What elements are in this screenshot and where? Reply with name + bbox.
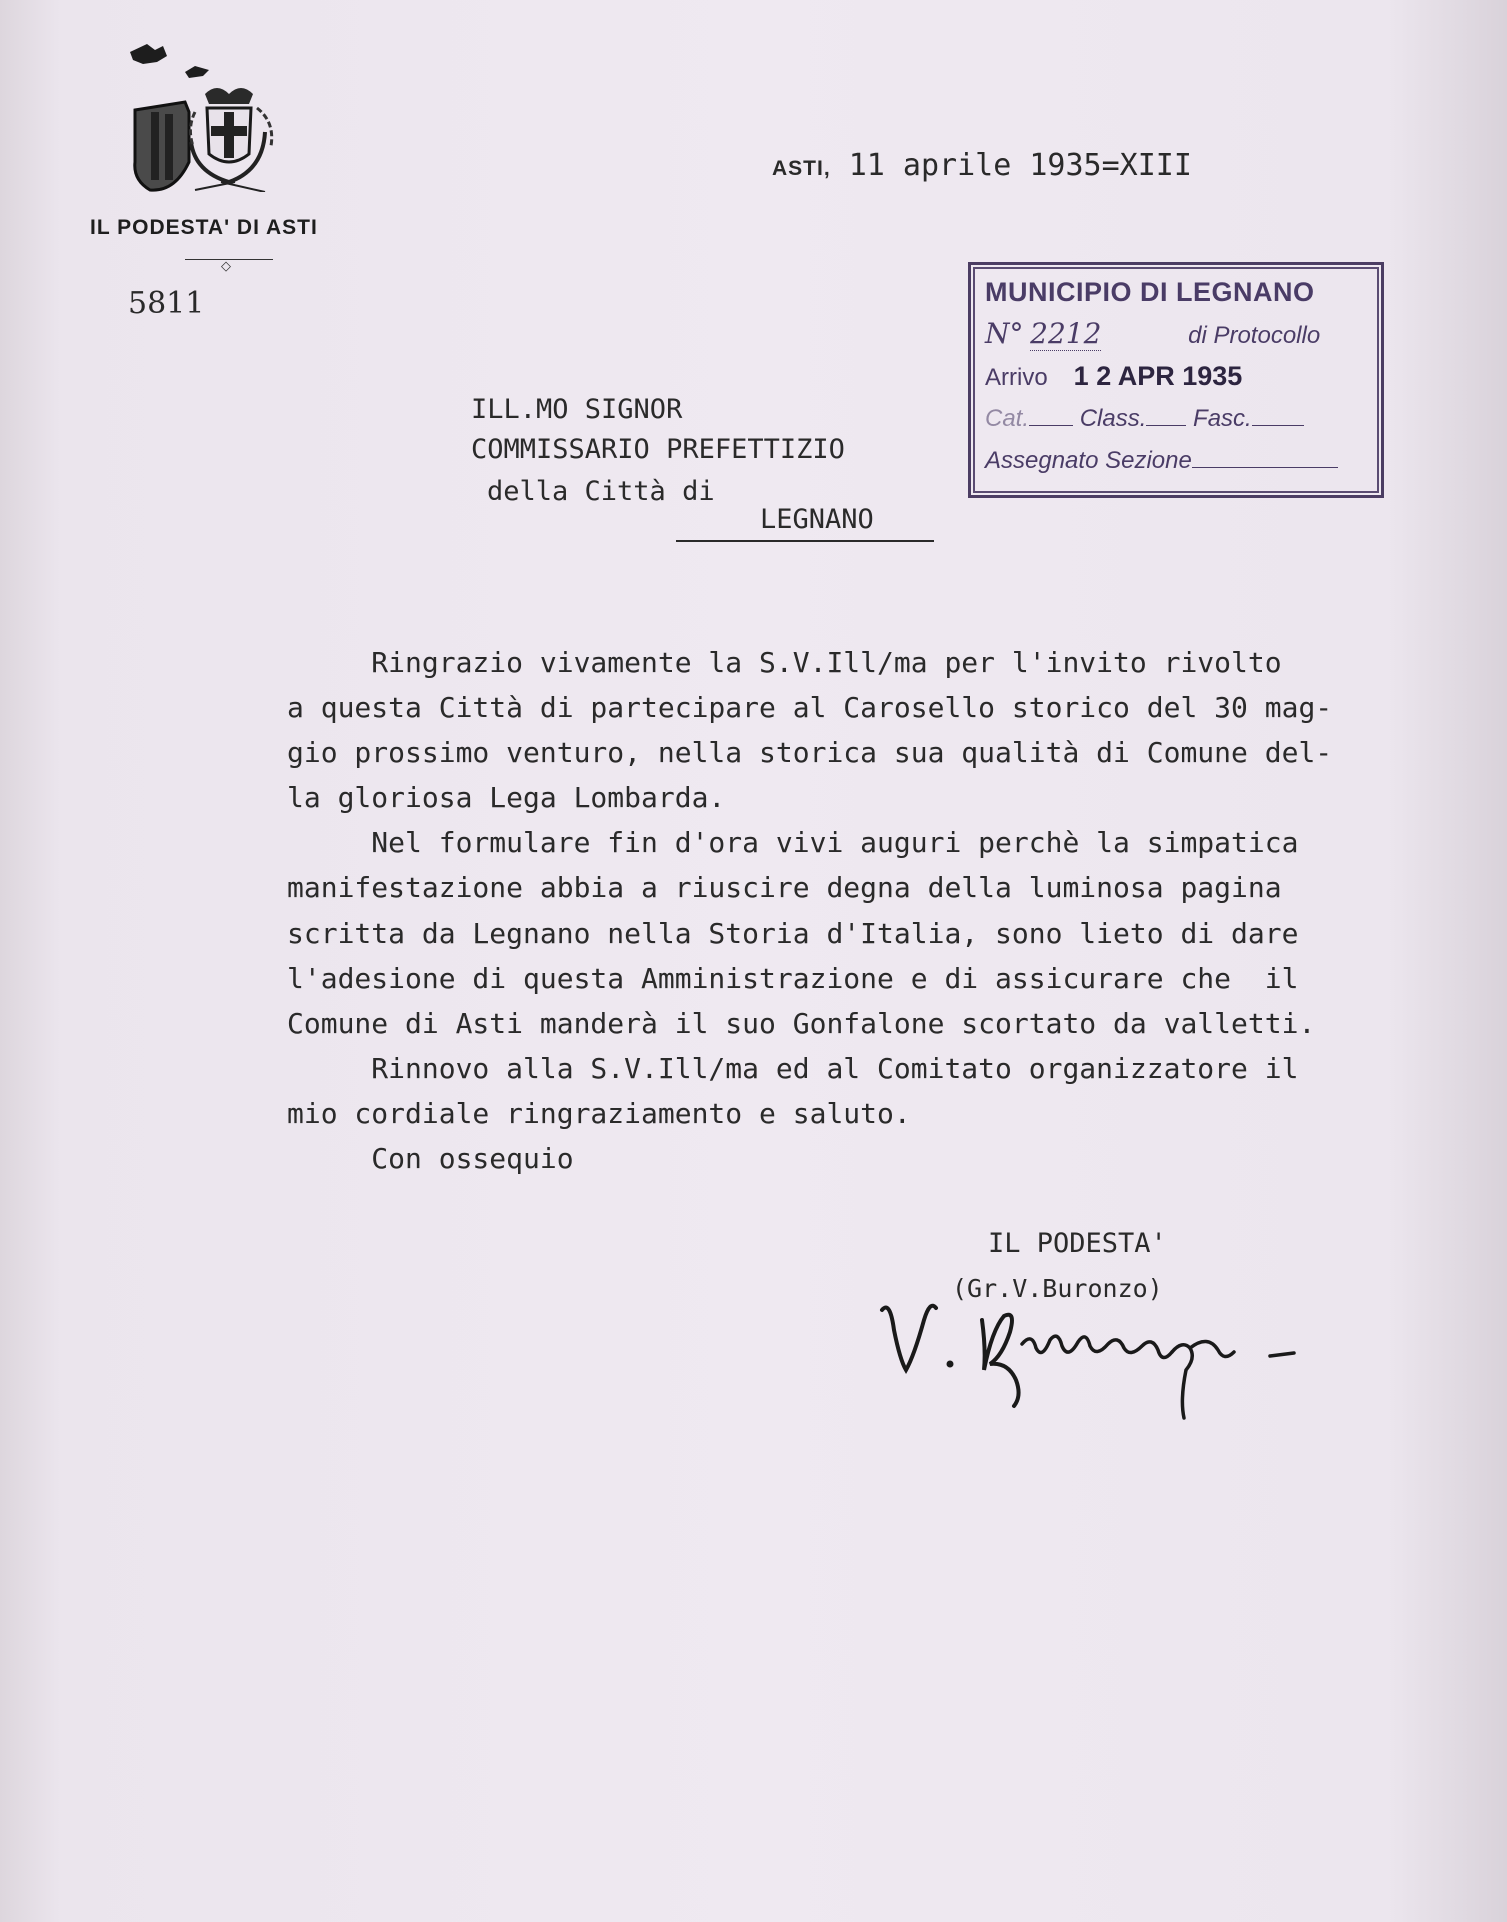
stamp-classification-row [985, 405, 1304, 433]
address-line-3: della Città di [487, 476, 715, 507]
dateline-place: ASTI, [772, 157, 831, 180]
stamp-cat-label: Cat. [985, 405, 1030, 432]
stamp-title: MUNICIPIO DI LEGNANO [985, 277, 1315, 307]
letterhead-title: IL PODESTA' DI ASTI [90, 216, 318, 239]
body-line: Nel formulare fin d'ora vivi auguri perchè la simpatica [287, 826, 1299, 860]
address-line-2: COMMISSARIO PREFETTIZIO [471, 434, 845, 465]
letter-body [287, 640, 1347, 1181]
handwritten-signature [872, 1260, 1352, 1430]
stamp-protocol-label: di Protocollo [1188, 322, 1321, 349]
asti-coat-of-arms-icon [125, 42, 325, 192]
dateline-date: 11 aprile 1935=XIII [848, 148, 1192, 183]
body-line: la gloriosa Lega Lombarda. [287, 781, 726, 815]
reference-number: 5811 [128, 286, 205, 321]
body-line: l'adesione di questa Amministrazione e di assicurare che il [287, 961, 1299, 995]
stamp-section-label: Assegnato Sezione [985, 447, 1192, 474]
signatory-name: (Gr.V.Buronzo) [952, 1274, 1163, 1303]
body-line: Rinnovo alla S.V.Ill/ma ed al Comitato organizzatore il [287, 1051, 1299, 1085]
address-line-4: LEGNANO [760, 504, 874, 535]
body-line: Ringrazio vivamente la S.V.Ill/ma per l'invito rivolto [287, 646, 1282, 679]
stamp-number-label: N° [985, 317, 1024, 350]
stamp-number-row [985, 317, 1320, 350]
body-line: mio cordiale ringraziamento e saluto. [287, 1096, 911, 1130]
body-line: Comune di Asti manderà il suo Gonfalone scortato da valletti. [287, 1006, 1316, 1040]
stamp-section-row [985, 447, 1338, 475]
dateline [772, 148, 1192, 183]
address-line-1: ILL.MO SIGNOR [471, 394, 683, 425]
body-line: Con ossequio [287, 1142, 574, 1176]
body-line: manifestazione abbia a riuscire degna della luminosa pagina [287, 871, 1282, 905]
stamp-arrival-row [985, 361, 1242, 392]
body-line: gio prossimo venturo, nella storica sua qualità di Comune del- [287, 736, 1333, 770]
stamp-number-value: 2212 [1030, 317, 1102, 350]
stamp-arrival-label: Arrivo [985, 364, 1048, 391]
address-underline [676, 540, 934, 542]
body-line: a questa Città di partecipare al Carosello storico del 30 mag- [287, 691, 1333, 725]
body-line: scritta da Legnano nella Storia d'Italia, sono lieto di dare [287, 916, 1299, 950]
signatory-title: IL PODESTA' [988, 1228, 1167, 1259]
stamp-arrival-date: 1 2 APR 1935 [1073, 361, 1243, 391]
protocol-stamp [968, 262, 1384, 498]
stamp-fasc-label: Fasc. [1193, 405, 1252, 432]
stamp-class-label: Class. [1079, 405, 1147, 432]
diamond-icon: ◇ [221, 258, 231, 273]
